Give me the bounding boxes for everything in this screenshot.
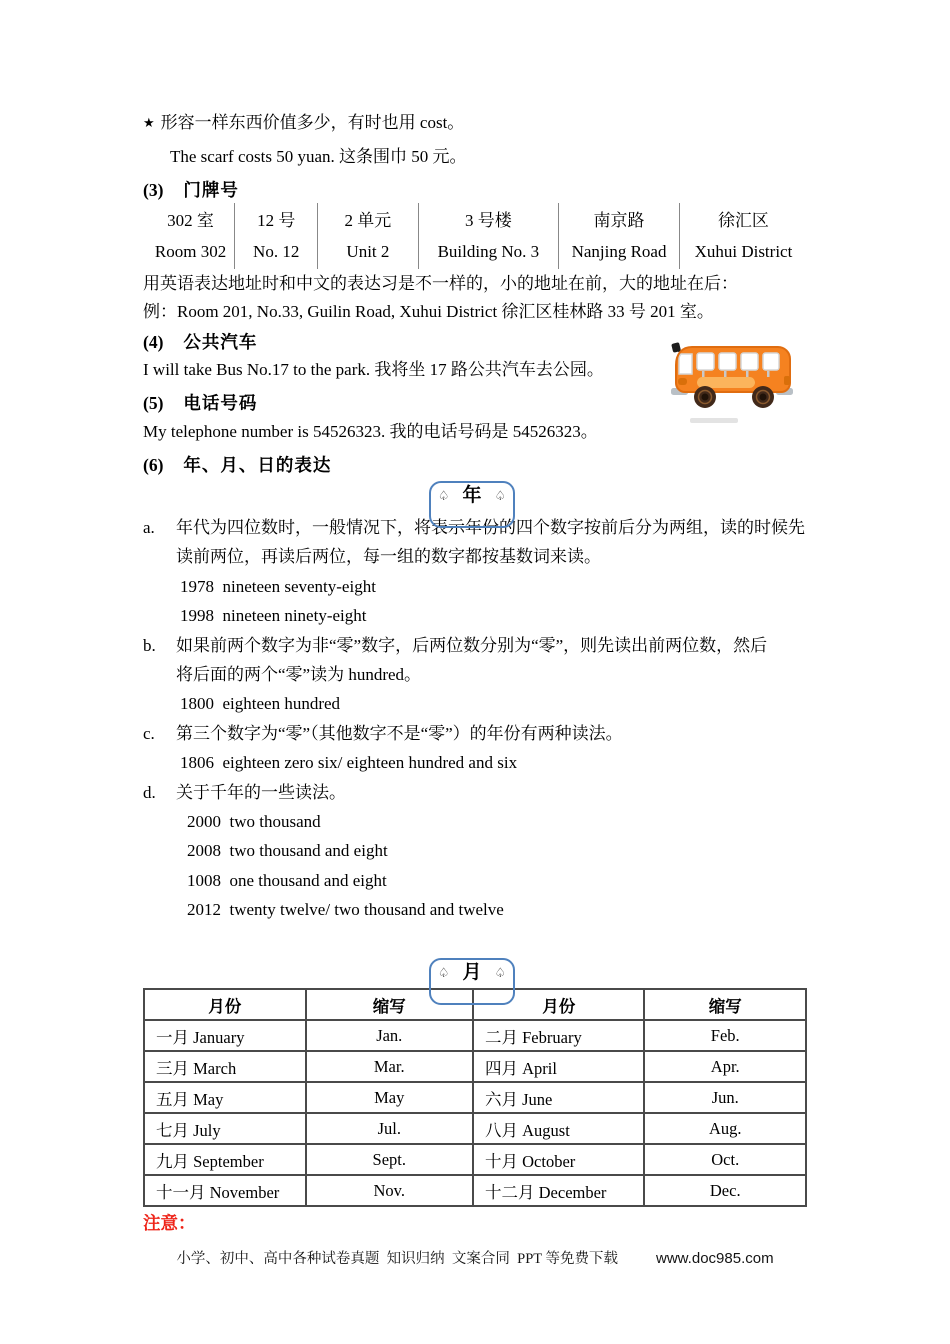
table-header-cell: 月份 xyxy=(473,989,644,1020)
example-line: 2000 two thousand xyxy=(187,811,321,831)
address-en: Unit 2 xyxy=(346,242,390,261)
example-line: 1998 nineteen ninety-eight xyxy=(180,606,367,626)
rule-text: 将后面的两个“零”读为 hundred。 xyxy=(176,664,422,684)
year-rules-list xyxy=(143,513,833,924)
address-en: No. 12 xyxy=(253,242,300,261)
rule-item xyxy=(143,719,833,778)
cost-note xyxy=(143,112,464,133)
section-title: 公共汽车 xyxy=(183,332,258,352)
rule-letter: d. xyxy=(143,782,156,802)
abbr-cell: Feb. xyxy=(644,1020,806,1051)
address-example: 例：Room 201, No.33, Guilin Road, Xuhui District 徐汇区桂林路 33 号 201 室。 xyxy=(143,302,714,321)
table-row xyxy=(144,1051,806,1082)
spade-icon: ♤ xyxy=(494,488,507,503)
table-header-cell: 月份 xyxy=(144,989,306,1020)
rule-letter: a. xyxy=(143,518,155,537)
example-line: 2012 twenty twelve/ two thousand and twelve xyxy=(187,900,504,920)
section-number: (3) xyxy=(143,180,164,200)
abbr-cell: Dec. xyxy=(644,1175,806,1206)
address-en: Xuhui District xyxy=(694,242,793,261)
address-column xyxy=(418,203,559,269)
month-cell: 十一月 November xyxy=(144,1175,306,1206)
year-badge-label: 年 xyxy=(462,485,482,506)
address-table xyxy=(147,203,807,269)
address-column xyxy=(317,203,417,269)
address-en: Building No. 3 xyxy=(437,242,540,261)
address-column xyxy=(234,203,317,269)
bus-sentence: I will take Bus No.17 to the park. 我将坐 17 路公共汽车去公园。 xyxy=(143,360,604,379)
month-cell: 七月 July xyxy=(144,1113,306,1144)
notice-label: 注意： xyxy=(143,1213,196,1233)
abbr-cell: Jan. xyxy=(306,1020,473,1051)
address-cn: 徐汇区 xyxy=(717,211,769,230)
month-cell: 六月 June xyxy=(473,1082,644,1113)
section-title: 电话号码 xyxy=(183,393,258,413)
address-cn: 3 号楼 xyxy=(464,211,512,230)
section-number: (5) xyxy=(143,393,164,413)
month-cell: 四月 April xyxy=(473,1051,644,1082)
abbr-cell: Oct. xyxy=(644,1144,806,1175)
table-header-cell: 缩写 xyxy=(306,989,473,1020)
address-rule: 用英语表达地址时和中文的表达习是不一样的，小的地址在前，大的地址在后： xyxy=(143,274,738,293)
address-column xyxy=(147,203,234,269)
rule-text: 如果前两个数字为非“零”数字，后两位数分别为“零”，则先读出前两位数，然后 xyxy=(176,635,768,655)
month-cell: 九月 September xyxy=(144,1144,306,1175)
table-row xyxy=(144,1020,806,1051)
section-number: (6) xyxy=(143,455,164,475)
month-cell: 一月 January xyxy=(144,1020,306,1051)
address-column xyxy=(679,203,807,269)
bus-image xyxy=(666,340,798,426)
abbr-cell: Jul. xyxy=(306,1113,473,1144)
address-cn: 2 单元 xyxy=(344,211,392,230)
table-row xyxy=(144,1113,806,1144)
section-title: 门牌号 xyxy=(183,180,239,200)
phone-sentence: My telephone number is 54526323. 我的电话号码是 54526323。 xyxy=(143,422,598,441)
abbr-cell: May xyxy=(306,1082,473,1113)
year-badge xyxy=(429,481,515,528)
month-cell: 三月 March xyxy=(144,1051,306,1082)
section-3-heading xyxy=(143,177,239,202)
spade-icon: ♤ xyxy=(437,965,450,980)
month-badge xyxy=(429,958,515,1005)
spade-icon: ♤ xyxy=(494,965,507,980)
rule-text: 年代为四位数时，一般情况下，将表示年份的四个数字按前后分为两组，读的时候先 xyxy=(176,518,805,537)
rule-item xyxy=(143,631,833,719)
rule-text: 读前两位，再读后两位，每一组的数字都按基数词来读。 xyxy=(176,547,601,567)
month-badge-label: 月 xyxy=(462,962,482,983)
example-line: 1800 eighteen hundred xyxy=(180,694,341,714)
section-number: (4) xyxy=(143,332,164,352)
month-cell: 五月 May xyxy=(144,1082,306,1113)
cost-example: The scarf costs 50 yuan. 这条围巾 50 元。 xyxy=(170,147,467,166)
page-footer xyxy=(0,1247,950,1268)
spade-icon: ♤ xyxy=(437,488,450,503)
months-table xyxy=(143,988,807,1207)
example-line: 2008 two thousand and eight xyxy=(187,841,388,861)
month-cell: 十月 October xyxy=(473,1144,644,1175)
example-line: 1806 eighteen zero six/ eighteen hundred and six xyxy=(180,753,518,773)
image-watermark xyxy=(690,418,738,423)
example-line: 1008 one thousand and eight xyxy=(187,870,387,890)
rule-letter: b. xyxy=(143,635,156,655)
address-cn: 302 室 xyxy=(167,211,214,230)
rule-text: 第三个数字为“零”（其他数字不是“零”）的年份有两种读法。 xyxy=(176,723,623,743)
month-cell: 十二月 December xyxy=(473,1175,644,1206)
rule-item xyxy=(143,513,833,631)
rule-item xyxy=(143,778,833,925)
address-column xyxy=(558,203,679,269)
table-row xyxy=(144,1082,806,1113)
address-cn: 12 号 xyxy=(257,211,296,230)
section-5-heading xyxy=(143,390,257,415)
cost-note-text: 形容一样东西价值多少，有时也用 cost。 xyxy=(160,113,465,132)
star-icon: ★ xyxy=(143,115,155,130)
abbr-cell: Mar. xyxy=(306,1051,473,1082)
month-cell: 八月 August xyxy=(473,1113,644,1144)
abbr-cell: Aug. xyxy=(644,1113,806,1144)
month-cell: 二月 February xyxy=(473,1020,644,1051)
example-line: 1978 nineteen seventy-eight xyxy=(180,576,376,596)
table-header-cell: 缩写 xyxy=(644,989,806,1020)
table-row xyxy=(144,1144,806,1175)
abbr-cell: Jun. xyxy=(644,1082,806,1113)
abbr-cell: Nov. xyxy=(306,1175,473,1206)
abbr-cell: Sept. xyxy=(306,1144,473,1175)
bus-icon xyxy=(666,340,798,412)
address-en: Nanjing Road xyxy=(571,242,667,261)
section-4-heading xyxy=(143,329,257,354)
abbr-cell: Apr. xyxy=(644,1051,806,1082)
section-title: 年、月、日的表达 xyxy=(183,455,332,475)
address-en: Room 302 xyxy=(154,242,227,261)
table-row xyxy=(144,1175,806,1206)
footer-text: 小学、初中、高中各种试卷真题 知识归纳 文案合同 PPT 等免费下载 xyxy=(176,1251,619,1267)
address-cn: 南京路 xyxy=(593,211,645,230)
footer-url: www.doc985.com xyxy=(656,1250,774,1267)
rule-text: 关于千年的一些读法。 xyxy=(176,782,346,802)
rule-letter: c. xyxy=(143,723,155,743)
section-6-heading xyxy=(143,452,331,477)
